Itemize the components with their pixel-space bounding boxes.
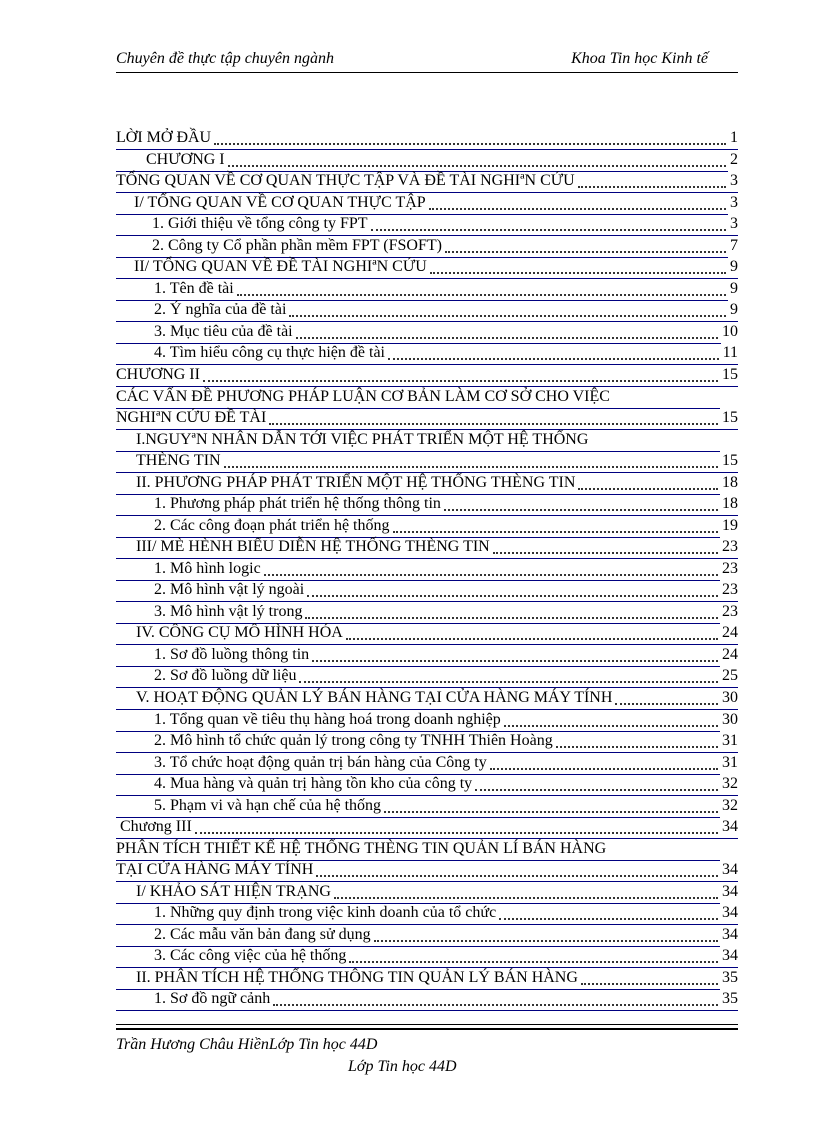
toc-entry[interactable] [116,365,738,387]
toc-entry-title: 1. Giới thiệu về tổng công ty FPT [152,215,368,232]
toc-entry-title: II. PHƯƠNG PHÁP PHÁT TRIỂN MỘT HỆ THỐNG THÈNG TIN [136,474,576,491]
toc-leader-dots [307,575,718,597]
toc-entry-title: 3. Mục tiêu của đề tài [154,323,293,340]
toc-entry-page-number: 32 [722,797,738,814]
toc-entry-page-number: 31 [722,754,738,771]
toc-entry-page-number: 24 [722,646,738,663]
toc-leader-dots [504,705,718,727]
header-course-title: Chuyên đề thực tập chuyên ngành [116,50,334,67]
toc-entry-title: 2. Các công đoạn phát triển hệ thống [154,517,390,534]
toc-leader-dots [237,274,726,296]
toc-leader-dots [581,963,718,985]
toc-entry-title: 5. Phạm vi và hạn chế của hệ thống [154,797,382,814]
toc-leader-dots [289,295,726,317]
toc-entry-page-number: 35 [722,990,738,1007]
toc-entry-page-number: 15 [722,409,738,426]
toc-entry-page-number: 30 [722,689,738,706]
toc-entry-page-number: 34 [722,926,738,943]
toc-entry-page-number: 15 [722,452,738,469]
toc-entry-page-number: 34 [722,947,738,964]
footer-rule [116,1024,738,1025]
toc-leader-dots [195,812,718,834]
toc-leader-dots [430,252,726,274]
toc-entry-title: I/ TỔNG QUAN VỀ CƠ QUAN THỰC TẬP [134,194,426,211]
toc-entry-title: 2. Các mẫu văn bản đang sử dụng [154,926,371,943]
toc-entry-page-number: 34 [722,861,738,878]
toc-entry-page-number: 1 [730,129,738,146]
toc-entry-page-number: 9 [730,301,738,318]
toc-leader-dots [269,403,718,425]
toc-entry-page-number: 9 [730,280,738,297]
toc-entry-page-number: 3 [730,194,738,211]
toc-leader-dots [264,554,718,576]
page-header [116,50,738,73]
toc-entry-title: THÈNG TIN [136,452,221,469]
toc-entry-page-number: 23 [722,603,738,620]
toc-entry-page-number: 34 [722,904,738,921]
toc-leader-dots [316,855,718,877]
toc-entry-page-number: 15 [722,366,738,383]
toc-entry-title: 1. Tên đề tài [154,280,234,297]
toc-entry-page-number: 19 [722,517,738,534]
toc-leader-dots [384,791,718,813]
toc-entry-title: TỔNG QUAN VỀ CƠ QUAN THỰC TẬP VÀ ĐỀ TÀI NGHIªN CỨU [116,172,575,189]
toc-entry-page-number: 18 [722,474,738,491]
toc-leader-dots [203,360,718,382]
toc-leader-dots [296,317,718,339]
toc-entry-title: PHÂN TÍCH THIẾT KẾ HỆ THỐNG THÈNG TIN QUẢN LÍ BÁN HÀNG [116,840,607,857]
toc-leader-dots [371,209,726,231]
toc-entry-page-number: 3 [730,172,738,189]
toc-entry-title: 1. Sơ đồ ngữ cảnh [154,990,271,1007]
toc-leader-dots [374,920,718,942]
toc-entry-title: I/ KHẢO SÁT HIỆN TRẠNG [136,883,331,900]
toc-entry-page-number: 23 [722,560,738,577]
toc-leader-dots [228,145,726,167]
toc-entry-title: 2. Sơ đồ luồng dữ liệu [154,667,297,684]
toc-entry-title: 1. Phương pháp phát triển hệ thống thông tin [154,495,441,512]
toc-entry-title: 1. Những quy định trong việc kinh doanh của tổ chức [154,904,497,921]
toc-entry-page-number: 32 [722,775,738,792]
toc-leader-dots [429,188,726,210]
toc-entry-title: LỜI MỞ ĐẦU [116,129,212,146]
toc-entry-page-number: 2 [730,151,738,168]
toc-leader-dots [475,769,718,791]
toc-entry-title: TẠI CỬA HÀNG MÁY TÍNH [116,861,314,878]
toc-entry-title: CHƯƠNG II [116,366,200,383]
toc-entry-page-number: 30 [722,711,738,728]
toc-entry-title: 2. Công ty Cổ phần phần mềm FPT (FSOFT) [152,237,442,254]
toc-leader-dots [578,468,718,490]
toc-entry-page-number: 34 [722,883,738,900]
toc-leader-dots [346,618,718,640]
toc-leader-dots [349,941,718,963]
toc-entry-page-number: 31 [722,732,738,749]
toc-entry-page-number: 18 [722,495,738,512]
toc-entry-title: 4. Tìm hiểu công cụ thực hiện đề tài [154,344,385,361]
toc-entry-title: CÁC VẤN ĐỀ PHƯƠNG PHÁP LUẬN CƠ BẢN LÀM CƠ SỞ CHO VIỆC [116,388,610,405]
toc-leader-dots [388,338,719,360]
toc-entry-title: 2. Mô hình vật lý ngoài [154,581,305,598]
toc-entry-page-number: 24 [722,624,738,641]
toc-leader-dots [334,877,718,899]
toc-leader-dots [490,748,718,770]
toc-entry-page-number: 23 [722,581,738,598]
toc-leader-dots [393,511,718,533]
toc-entry[interactable] [116,408,738,430]
toc-leader-dots [444,489,718,511]
toc-entry[interactable] [116,817,738,839]
toc-entry-title: 1. Mô hình logic [154,560,261,577]
toc-entry-title: I.NGUYªN NHÂN DẪN TỚI VIỆC PHÁT TRIỂN MỘT HỆ THỐNG [136,431,589,448]
toc-entry-title: 3. Mô hình vật lý trong [154,603,303,620]
footer-class: Lớp Tin học 44D [348,1058,457,1075]
toc-leader-dots [499,898,718,920]
toc-entry-title: 2. Ý nghĩa của đề tài [154,301,287,318]
toc-entry-title: II. PHÂN TÍCH HỆ THỐNG THÔNG TIN QUẢN LÝ BÁN HÀNG [136,969,578,986]
toc-entry-title: 4. Mua hàng và quản trị hàng tồn kho của công ty [154,775,473,792]
toc-leader-dots [299,661,718,683]
toc-entry-page-number: 34 [722,818,738,835]
toc-entry-title: CHƯƠNG I [146,151,225,168]
toc-entry-title: II/ TỔNG QUAN VỀ ĐỀ TÀI NGHIªN CỨU [134,258,427,275]
toc-leader-dots [312,640,718,662]
toc-entry-page-number: 25 [722,667,738,684]
toc-leader-dots [493,532,718,554]
toc-entry-page-number: 11 [722,344,738,361]
toc-entry-page-number: 9 [730,258,738,275]
toc-leader-dots [224,446,718,468]
toc-entry-page-number: 35 [722,969,738,986]
toc-entry[interactable] [116,989,738,1011]
toc-entry-page-number: 7 [730,237,738,254]
toc-entry-page-number: 3 [730,215,738,232]
toc-entry-page-number: 23 [722,538,738,555]
footer-author: Trần Hương Châu HiềnLớp Tin học 44D [116,1036,378,1053]
toc-entry-title: Chương III [120,818,192,835]
toc-entry-title: IV. CÔNG CỤ MÔ HÌNH HÓA [136,624,343,641]
toc-entry-title: 1. Sơ đồ luồng thông tin [154,646,310,663]
toc-entry-title: 2. Mô hình tổ chức quản lý trong công ty TNHH Thiên Hoàng [154,732,553,749]
toc-entry-title: 3. Tổ chức hoạt động quản trị bán hàng của Công ty [154,754,487,771]
toc-entry-title: V. HOẠT ĐỘNG QUẢN LÝ BÁN HÀNG TẠI CỬA HÀNG MÁY TÍNH [136,689,613,706]
toc-entry-title: III/ MÈ HÈNH BIỂU DIỄN HỆ THỐNG THÈNG TIN [136,538,490,555]
toc-leader-dots [305,597,718,619]
toc-leader-dots [273,984,718,1006]
toc-entry-title: 1. Tổng quan về tiêu thụ hàng hoá trong doanh nghiệp [154,711,501,728]
toc-leader-dots [445,231,726,253]
toc-entry-page-number: 10 [722,323,738,340]
toc-leader-dots [578,166,726,188]
toc-leader-dots [556,726,718,748]
toc-leader-dots [214,123,726,145]
toc-entry-title: 3. Các công việc của hệ thống [154,947,347,964]
page-footer [116,1028,738,1075]
toc-entry-title: NGHIªN CỨU ĐỀ TÀI [116,409,267,426]
toc-leader-dots [615,683,718,705]
header-faculty: Khoa Tin học Kinh tế [571,50,708,67]
